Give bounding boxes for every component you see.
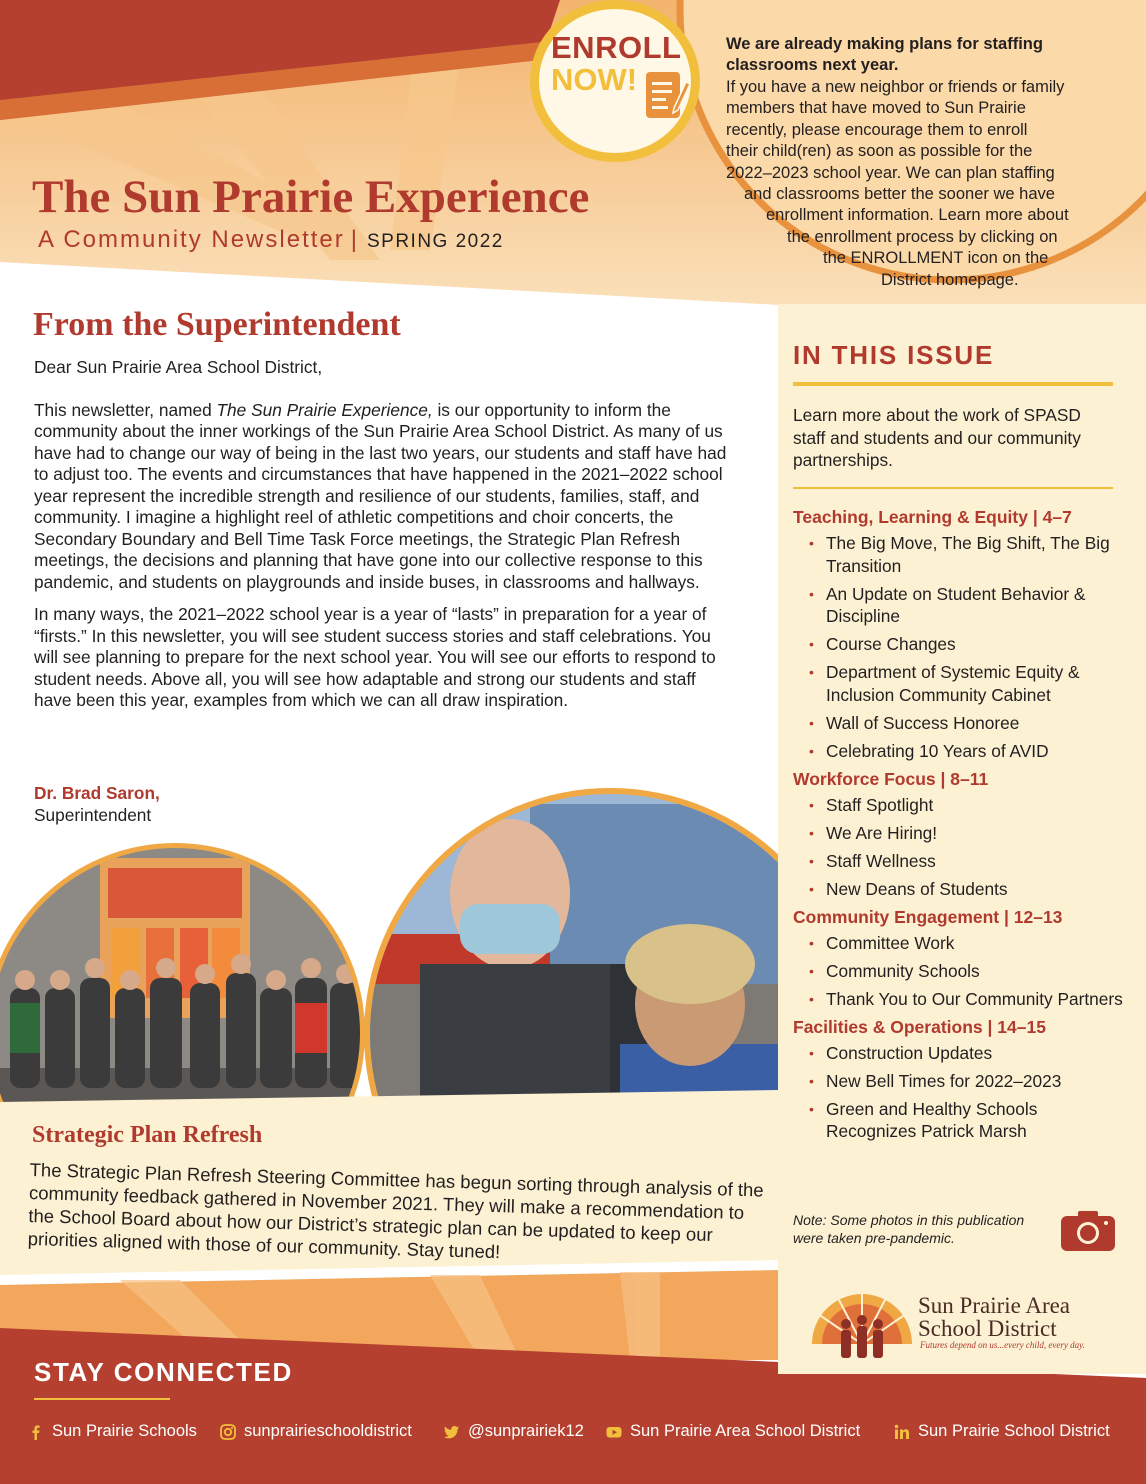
social-link-instagram[interactable] <box>220 1422 412 1441</box>
letter-p1-start: This newsletter, named <box>34 399 217 420</box>
toc-section-title[interactable]: Community Engagement | 12–13 <box>793 906 1063 927</box>
social-label: Sun Prairie Schools <box>52 1422 197 1440</box>
superintendent-letter <box>34 357 734 723</box>
instagram-icon <box>220 1424 236 1440</box>
enroll-headline-line: We are already making plans for staffing <box>726 35 1043 53</box>
toc-item[interactable]: • Green and Healthy Schools Recognizes Patrick Marsh <box>809 1098 1038 1141</box>
camera-icon <box>1060 1208 1116 1252</box>
toc-item[interactable]: • Celebrating 10 Years of AVID <box>809 740 1049 761</box>
sidebar-intro: Learn more about the work of SPASD staff and students and our community partnerships. <box>793 405 1081 470</box>
superintendent-heading: From the Superintendent <box>33 306 401 343</box>
enroll-body-line: District homepage. <box>881 270 1019 289</box>
district-logo-name <box>918 1294 1070 1340</box>
enroll-headline-line: classrooms next year. <box>726 56 899 74</box>
group-photo <box>0 838 390 1128</box>
footer-divider <box>34 1398 170 1400</box>
sidebar-divider <box>793 487 1113 489</box>
social-label: @sunprairiek12 <box>468 1422 584 1440</box>
stay-connected-heading: STAY CONNECTED <box>34 1357 293 1387</box>
enroll-body-line: the enrollment process by clicking on <box>787 227 1058 246</box>
letter-paragraph-2: In many ways, the 2021–2022 school year is a year of “lasts” in preparation for a year of “firsts.” In this newsletter, you will see student success stories and staff celebrations. You will see planning to prepare for the next school year. You will see our efforts to respond to student needs. Above all, you will see how adaptable and strong our students and staff have been this year, examples from which we can all draw inspiration. <box>34 604 716 710</box>
enroll-body-line: recently, please encourage them to enroll <box>726 120 1028 139</box>
enroll-body-line: the ENROLLMENT icon on the <box>823 249 1049 268</box>
toc-item[interactable]: • New Deans of Students <box>809 878 1008 899</box>
social-link-youtube[interactable] <box>606 1422 860 1441</box>
strategic-plan-heading: Strategic Plan Refresh <box>32 1122 263 1148</box>
toc-item[interactable]: • Construction Updates <box>809 1042 993 1063</box>
toc-item[interactable]: • Wall of Success Honoree <box>809 712 1020 733</box>
enroll-body-line: their child(ren) as soon as possible for the <box>726 142 1033 161</box>
letter-greeting: Dear Sun Prairie Area School District, <box>34 357 323 377</box>
toc-item[interactable]: • We Are Hiring! <box>809 822 938 843</box>
strategic-plan-body: The Strategic Plan Refresh Steering Committee has begun sorting through analysis of the community feedback gathered in November 2021. They will make a recommendation to the School Board about how our District’s strategic plan can be updated to keep our priorities aligned with those of our community. Stay tuned! <box>27 1158 764 1263</box>
toc-section-title[interactable]: Teaching, Learning & Equity | 4–7 <box>793 507 1072 527</box>
enroll-body-line: 2022–2023 school year. We can plan staffing <box>726 163 1055 182</box>
newsletter-name-italic: The Sun Prairie Experience, <box>216 399 433 420</box>
table-of-contents <box>793 506 1123 1148</box>
photo-note: Note: Some photos in this publication were taken pre-pandemic. <box>793 1212 1025 1246</box>
newsletter-subtitle <box>38 226 504 254</box>
toc-item[interactable]: • Committee Work <box>809 932 955 953</box>
form-pencil-icon <box>644 68 690 122</box>
district-logo-icon <box>808 1284 916 1364</box>
twitter-icon <box>444 1424 460 1440</box>
youtube-icon <box>606 1424 622 1440</box>
toc-section-title[interactable]: Workforce Focus | 8–11 <box>793 768 989 789</box>
toc-item[interactable]: • New Bell Times for 2022–2023 <box>809 1070 1062 1091</box>
signature-name: Dr. Brad Saron, <box>34 783 160 803</box>
linkedin-icon <box>894 1424 910 1440</box>
social-label: Sun Prairie School District <box>918 1422 1110 1440</box>
social-label: Sun Prairie Area School District <box>630 1422 861 1440</box>
sidebar-title: IN THIS ISSUE <box>793 340 995 370</box>
toc-item[interactable]: • Department of Systemic Equity & Inclusion Community Cabinet <box>809 662 1080 705</box>
social-link-linkedin[interactable] <box>894 1422 1110 1441</box>
enroll-body-line: members that have moved to Sun Prairie <box>726 99 1026 118</box>
toc-item[interactable]: • Community Schools <box>809 960 980 981</box>
district-tagline: Futures depend on us...every child, every day. <box>920 1340 1085 1350</box>
enroll-body-line: If you have a new neighbor or friends or family <box>726 78 1065 96</box>
enroll-body-line: enrollment information. Learn more about <box>766 206 1069 225</box>
toc-section-title[interactable]: Facilities & Operations | 14–15 <box>793 1016 1046 1037</box>
logo-name-line: School District <box>918 1316 1057 1341</box>
enroll-body-line: and classrooms better the sooner we have <box>744 185 1055 204</box>
facebook-icon <box>28 1424 44 1440</box>
subtitle-separator: | <box>350 226 359 253</box>
enroll-label: ENROLL <box>551 30 682 65</box>
toc-item[interactable]: • Staff Wellness <box>809 850 936 871</box>
sidebar-divider <box>793 382 1113 386</box>
issue-season: SPRING 2022 <box>366 231 504 252</box>
social-link-facebook[interactable] <box>28 1422 197 1441</box>
toc-item[interactable]: • Staff Spotlight <box>809 794 934 815</box>
toc-item[interactable]: • Thank You to Our Community Partners <box>809 988 1123 1009</box>
toc-item[interactable]: • The Big Move, The Big Shift, The Big Transition <box>809 533 1110 576</box>
social-label: sunprairieschooldistrict <box>244 1422 412 1440</box>
toc-item[interactable]: • An Update on Student Behavior & Discipline <box>809 583 1086 626</box>
newsletter-title: The Sun Prairie Experience <box>32 171 590 223</box>
subtitle-text: A Community Newsletter <box>38 226 345 253</box>
enroll-now-label: NOW! <box>551 62 638 97</box>
enroll-body <box>726 77 1106 291</box>
toc-item[interactable]: • Course Changes <box>809 634 956 654</box>
letter-paragraph-1 <box>34 400 734 594</box>
signature-role: Superintendent <box>34 805 152 825</box>
social-link-twitter[interactable] <box>444 1422 584 1441</box>
logo-name-line: Sun Prairie Area <box>918 1293 1071 1318</box>
superintendent-student-photo <box>350 784 780 1130</box>
enroll-headline <box>726 34 1126 76</box>
letter-p1-rest: is our opportunity to inform the community about the inner workings of the Sun Prairie Area School District. As many of us have had to change our way of being in the last two years, our students and staff have had to adjust too. The events and circumstances that have happened in the 2021–2022 school year represent the incredible strength and resilience of our students, families, staff, and community. I imagine a highlight reel of athletic competitions and choir concerts, the Secondary Boundary and Bell Time Task Force meetings, the Strategic Plan Refresh meetings, the decisions and planning that have gone into our collective response to this pandemic, and students on playgrounds and inside buses, in classrooms and hallways. <box>34 399 727 592</box>
